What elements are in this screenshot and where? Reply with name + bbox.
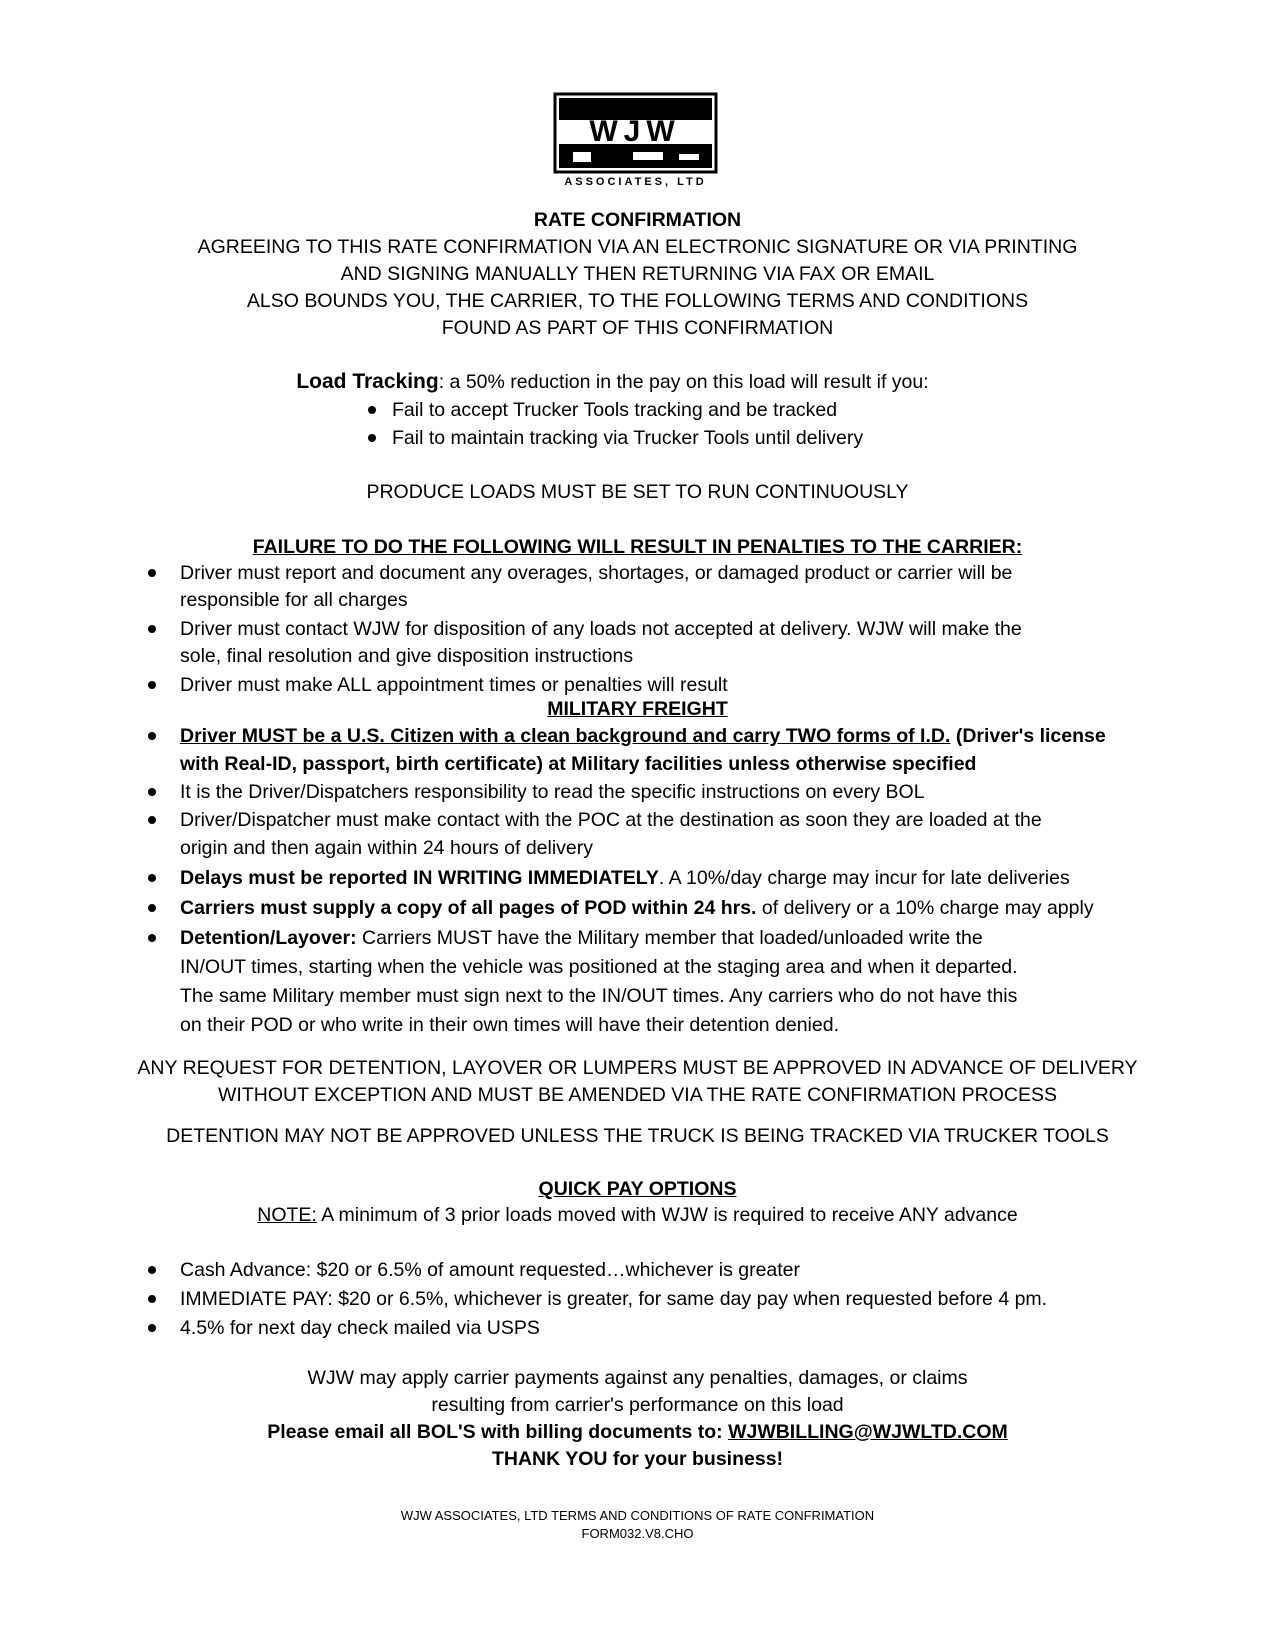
detention-note: DETENTION MAY NOT BE APPROVED UNLESS THE TRUCK IS BEING TRACKED VIA TRUCKER TOOLS <box>166 1125 1109 1147</box>
list-item-text: responsible for all charges <box>180 589 408 611</box>
list-item <box>0 396 1275 424</box>
list-item-text: It is the Driver/Dispatchers responsibility to read the specific instructions on every BOL <box>180 781 925 803</box>
svg-text:WJW: WJW <box>589 115 681 148</box>
bullet-icon <box>148 934 156 942</box>
request-line-1: ANY REQUEST FOR DETENTION, LAYOVER OR LUMPERS MUST BE APPROVED IN ADVANCE OF DELIVERY <box>137 1057 1138 1079</box>
closing-line-2: resulting from carrier's performance on this load <box>431 1394 844 1416</box>
page-title: RATE CONFIRMATION <box>533 209 742 231</box>
list-item-text: IN/OUT times, starting when the vehicle was positioned at the staging area and when it departed. <box>180 956 1018 978</box>
list-item-text: Driver must make ALL appointment times or penalties will result <box>180 674 728 696</box>
closing-line-1: WJW may apply carrier payments against any penalties, damages, or claims <box>307 1367 968 1389</box>
bullet-icon <box>148 681 156 689</box>
company-logo <box>553 92 718 192</box>
thank-you: THANK YOU for your business! <box>491 1448 784 1470</box>
list-item <box>0 1256 1275 1285</box>
bullet-icon <box>148 904 156 912</box>
bullet-icon <box>148 816 156 824</box>
load-tracking-label: Load Tracking <box>296 370 439 393</box>
bullet-icon <box>368 434 376 442</box>
list-item-text: Driver/Dispatcher must make contact with the POC at the destination as soon they are loaded at the <box>180 809 1042 831</box>
list-item <box>0 924 1275 1040</box>
list-item <box>0 615 1275 671</box>
request-line-2: WITHOUT EXCEPTION AND MUST BE AMENDED VIA THE RATE CONFIRMATION PROCESS <box>218 1084 1057 1106</box>
list-item <box>0 1285 1275 1314</box>
list-item <box>0 894 1275 924</box>
list-item-text: Driver MUST be a U.S. Citizen with a clean background and carry TWO forms of I.D. (Driver's license <box>180 725 1106 747</box>
bullet-icon <box>148 569 156 577</box>
billing-email-link[interactable]: WJWBILLING@WJWLTD.COM <box>728 1421 1008 1443</box>
note-text: A minimum of 3 prior loads moved with WJW is required to receive ANY advance <box>316 1204 1018 1226</box>
footer-line-2: FORM032.V8.CHO <box>581 1526 694 1541</box>
email-prefix: Please email all BOL'S with billing documents to: <box>267 1421 729 1443</box>
list-item-text: Carriers must supply a copy of all pages of POD within 24 hrs. of delivery or a 10% charge may apply <box>180 897 1094 919</box>
bullet-icon <box>148 874 156 882</box>
list-item-text: origin and then again within 24 hours of delivery <box>180 837 594 859</box>
bullet-icon <box>148 732 156 740</box>
note-label: NOTE: <box>257 1204 317 1226</box>
bullet-icon <box>148 788 156 796</box>
list-item <box>0 806 1275 864</box>
load-tracking-text: : a 50% reduction in the pay on this load will result if you: <box>438 371 929 393</box>
bullet-icon <box>148 1266 156 1274</box>
list-item-text: Fail to maintain tracking via Trucker Tools until delivery <box>392 427 864 449</box>
quick-pay-list <box>0 1256 1275 1343</box>
bullet-icon <box>368 406 376 414</box>
list-item-text: Driver must report and document any overages, shortages, or damaged product or carrier will be <box>180 562 1013 584</box>
list-item <box>0 722 1275 778</box>
list-item-text: Detention/Layover: Carriers MUST have the Military member that loaded/unloaded write the <box>180 927 983 949</box>
load-tracking-list <box>0 396 1275 452</box>
list-item <box>0 424 1275 452</box>
list-item-text: sole, final resolution and give disposition instructions <box>180 645 634 667</box>
list-item-text: Fail to accept Trucker Tools tracking and be tracked <box>392 399 838 421</box>
load-tracking-intro <box>0 368 1250 396</box>
list-item-text: The same Military member must sign next to the IN/OUT times. Any carriers who do not have this <box>180 985 1018 1007</box>
list-item <box>0 559 1275 615</box>
penalties-list <box>0 559 1275 699</box>
list-item-text: Delays must be reported IN WRITING IMMEDIATELY. A 10%/day charge may incur for late deliveries <box>180 867 1070 889</box>
list-item-text: on their POD or who write in their own times will have their detention denied. <box>180 1014 839 1036</box>
wjw-logo-mark <box>553 92 718 174</box>
list-item-text: with Real-ID, passport, birth certificate) at Military facilities unless otherwise specified <box>180 753 977 775</box>
intro-line-1: AGREEING TO THIS RATE CONFIRMATION VIA AN ELECTRONIC SIGNATURE OR VIA PRINTING <box>197 236 1078 258</box>
quick-pay-note <box>0 1201 1275 1229</box>
list-item-text: Driver must contact WJW for disposition of any loads not accepted at delivery. WJW will make the <box>180 618 1022 640</box>
list-item <box>0 1314 1275 1343</box>
list-item-text: IMMEDIATE PAY: $20 or 6.5%, whichever is greater, for same day pay when requested before 4 pm. <box>180 1288 1048 1310</box>
email-line <box>0 1418 1275 1446</box>
military-list <box>0 722 1275 1040</box>
military-heading: MILITARY FREIGHT <box>547 698 728 720</box>
list-item-text: 4.5% for next day check mailed via USPS <box>180 1317 540 1339</box>
list-item <box>0 864 1275 894</box>
penalties-heading: FAILURE TO DO THE FOLLOWING WILL RESULT IN PENALTIES TO THE CARRIER: <box>252 536 1023 558</box>
intro-line-4: FOUND AS PART OF THIS CONFIRMATION <box>441 317 834 339</box>
list-item <box>0 778 1275 806</box>
list-item-text: Cash Advance: $20 or 6.5% of amount requested…whichever is greater <box>180 1259 801 1281</box>
produce-note: PRODUCE LOADS MUST BE SET TO RUN CONTINUOUSLY <box>366 481 909 503</box>
quick-pay-heading: QUICK PAY OPTIONS <box>538 1178 737 1200</box>
footer-line-1: WJW ASSOCIATES, LTD TERMS AND CONDITIONS OF RATE CONFRIMATION <box>400 1508 875 1523</box>
logo-subtitle: ASSOCIATES, LTD <box>564 176 707 188</box>
intro-line-2: AND SIGNING MANUALLY THEN RETURNING VIA FAX OR EMAIL <box>340 263 935 285</box>
bullet-icon <box>148 625 156 633</box>
bullet-icon <box>148 1295 156 1303</box>
bullet-icon <box>148 1324 156 1332</box>
intro-line-3: ALSO BOUNDS YOU, THE CARRIER, TO THE FOLLOWING TERMS AND CONDITIONS <box>246 290 1029 312</box>
